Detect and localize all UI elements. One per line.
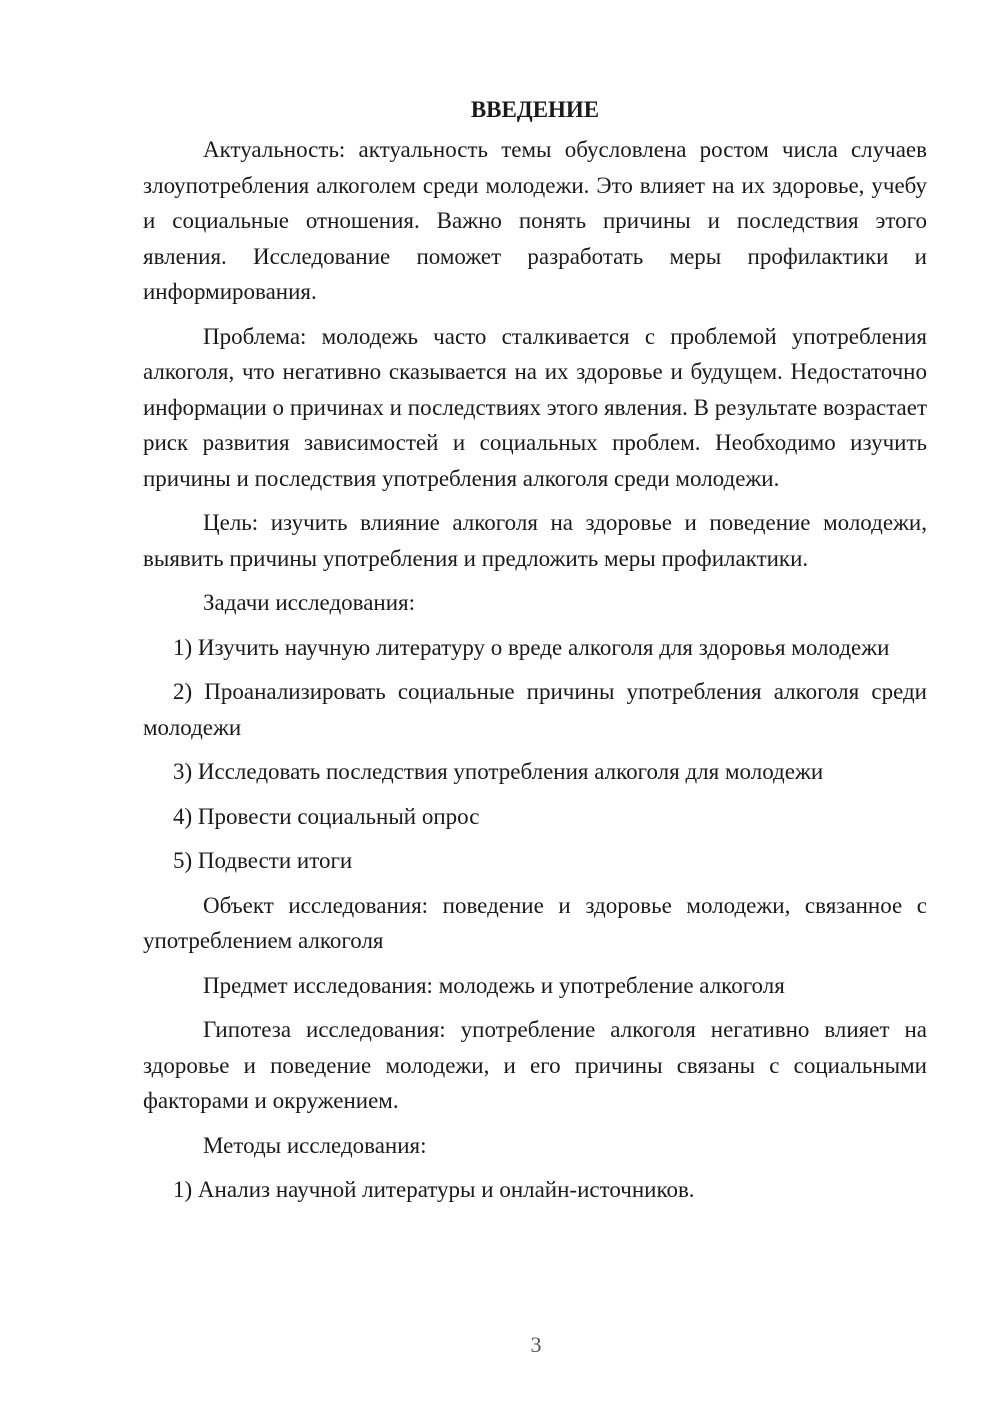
document-heading: ВВЕДЕНИЕ: [470, 97, 600, 122]
task-item-4: 4) Провести социальный опрос: [173, 803, 480, 829]
paragraph-problem: Проблема: молодежь часто сталкивается с проблемой употребления алкоголя, что негативно сказывается на их здоровье и будущем. Недостаточно информации о причинах и последствиях этого явления. В результате возрастает риск развития зависимостей и социальных проблем. Необходимо изучить причины и последствия употребления алкоголя среди молодежи.: [143, 323, 927, 491]
paragraph-subject: Предмет исследования: молодежь и употребление алкоголя: [203, 972, 785, 998]
methods-title: Методы исследования:: [203, 1132, 427, 1158]
task-item-2: 2) Проанализировать социальные причины употребления алкоголя среди молодежи: [143, 679, 927, 740]
document-page: [143, 92, 927, 1217]
paragraph-relevance: Актуальность: актуальность темы обусловлена ростом числа случаев злоупотребления алкоголем среди молодежи. Это влияет на их здоровье, учебу и социальные отношения. Важно понять причины и последствия этого явления. Исследование поможет разработать меры профилактики и информирования.: [143, 137, 927, 304]
paragraph-goal: Цель: изучить влияние алкоголя на здоровье и поведение молодежи, выявить причины употребления и предложить меры профилактики.: [143, 510, 927, 571]
paragraph-object: Объект исследования: поведение и здоровье молодежи, связанное с употреблением алкоголя: [143, 892, 927, 953]
task-item-3: 3) Исследовать последствия употребления алкоголя для молодежи: [173, 759, 824, 784]
tasks-title: Задачи исследования:: [203, 590, 416, 615]
paragraph-hypothesis: Гипотеза исследования: употребление алкоголя негативно влияет на здоровье и поведение молодежи, и его причины связаны с социальными факторами и окружением.: [143, 1017, 927, 1113]
task-item-1: 1) Изучить научную литературу о вреде алкоголя для здоровья молодежи: [173, 634, 890, 660]
method-item-1: 1) Анализ научной литературы и онлайн-источников.: [173, 1177, 695, 1202]
task-item-5: 5) Подвести итоги: [173, 848, 353, 873]
page-number: 3: [530, 1332, 542, 1357]
